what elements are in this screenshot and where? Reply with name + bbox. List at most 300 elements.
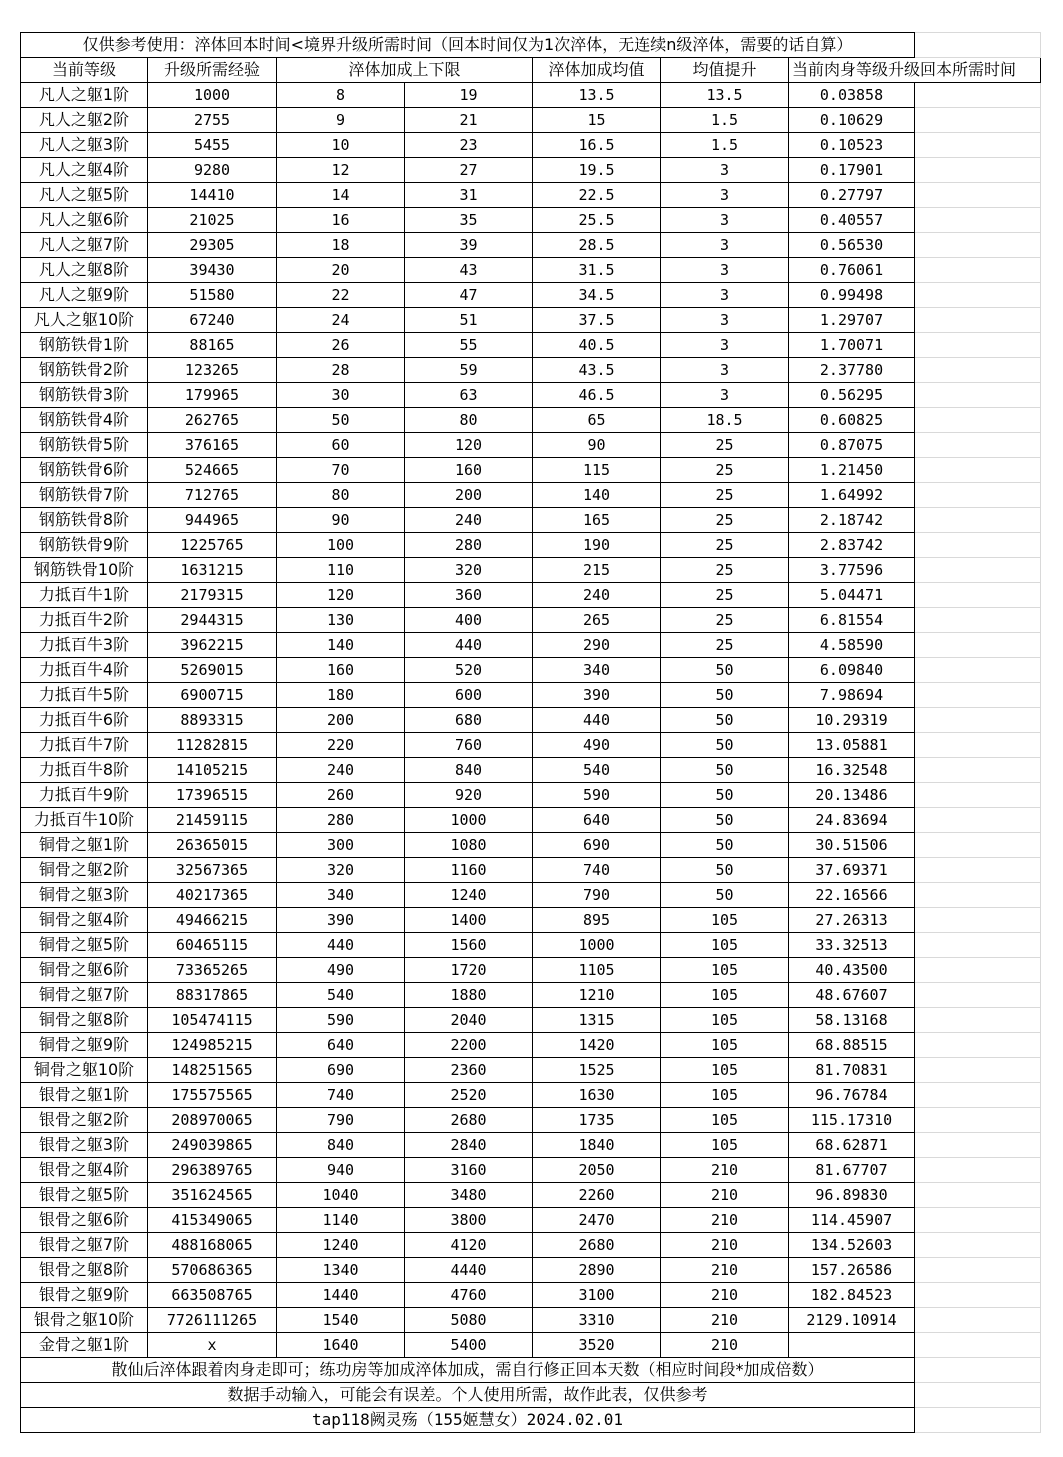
upper-bound-cell: 5080	[405, 1308, 533, 1333]
upper-bound-cell: 240	[405, 508, 533, 533]
empty-cell	[915, 658, 1041, 683]
payback-time-cell: 1.70071	[789, 333, 915, 358]
increase-cell: 50	[661, 883, 789, 908]
level-cell: 银骨之躯10阶	[21, 1308, 148, 1333]
payback-time-cell: 40.43500	[789, 958, 915, 983]
level-cell: 凡人之躯8阶	[21, 258, 148, 283]
empty-cell	[915, 933, 1041, 958]
table-row	[21, 1033, 1041, 1058]
upper-bound-cell: 2520	[405, 1083, 533, 1108]
average-cell: 490	[533, 733, 661, 758]
lower-bound-cell: 14	[277, 183, 405, 208]
exp-cell: 67240	[148, 308, 277, 333]
level-cell: 银骨之躯5阶	[21, 1183, 148, 1208]
increase-cell: 50	[661, 858, 789, 883]
upper-bound-cell: 4760	[405, 1283, 533, 1308]
exp-cell: 208970065	[148, 1108, 277, 1133]
level-cell: 力抵百牛10阶	[21, 808, 148, 833]
increase-cell: 210	[661, 1158, 789, 1183]
increase-cell: 1.5	[661, 108, 789, 133]
increase-cell: 50	[661, 683, 789, 708]
exp-cell: 88165	[148, 333, 277, 358]
table-row	[21, 1333, 1041, 1358]
payback-time-cell: 30.51506	[789, 833, 915, 858]
increase-cell: 13.5	[661, 83, 789, 108]
empty-cell	[915, 683, 1041, 708]
empty-cell	[915, 158, 1041, 183]
increase-cell: 25	[661, 633, 789, 658]
upper-bound-cell: 1240	[405, 883, 533, 908]
average-cell: 16.5	[533, 133, 661, 158]
exp-cell: 5269015	[148, 658, 277, 683]
upper-bound-cell: 3160	[405, 1158, 533, 1183]
upper-bound-cell: 19	[405, 83, 533, 108]
empty-cell	[915, 1233, 1041, 1258]
increase-cell: 25	[661, 558, 789, 583]
empty-cell	[915, 883, 1041, 908]
average-cell: 40.5	[533, 333, 661, 358]
exp-cell: 175575565	[148, 1083, 277, 1108]
increase-cell: 25	[661, 433, 789, 458]
level-cell: 铜骨之躯10阶	[21, 1058, 148, 1083]
exp-cell: 1631215	[148, 558, 277, 583]
sheet-title: 仅供参考使用：淬体回本时间<境界升级所需时间（回本时间仅为1次淬体，无连续n级淬体，需要的话自算）	[21, 33, 915, 58]
lower-bound-cell: 28	[277, 358, 405, 383]
empty-cell	[915, 858, 1041, 883]
average-cell: 190	[533, 533, 661, 558]
average-cell: 1315	[533, 1008, 661, 1033]
increase-cell: 105	[661, 1033, 789, 1058]
payback-time-cell: 96.89830	[789, 1183, 915, 1208]
exp-cell: 11282815	[148, 733, 277, 758]
table-row	[21, 1008, 1041, 1033]
empty-cell	[915, 108, 1041, 133]
level-cell: 铜骨之躯6阶	[21, 958, 148, 983]
increase-cell: 105	[661, 958, 789, 983]
exp-cell: 5455	[148, 133, 277, 158]
level-cell: 钢筋铁骨5阶	[21, 433, 148, 458]
payback-time-cell: 4.58590	[789, 633, 915, 658]
empty-cell	[915, 1333, 1041, 1358]
increase-cell: 105	[661, 1008, 789, 1033]
exp-cell: 29305	[148, 233, 277, 258]
lower-bound-cell: 50	[277, 408, 405, 433]
exp-cell: 123265	[148, 358, 277, 383]
table-row	[21, 1258, 1041, 1283]
average-cell: 31.5	[533, 258, 661, 283]
empty-cell	[915, 1033, 1041, 1058]
lower-bound-cell: 12	[277, 158, 405, 183]
increase-cell: 3	[661, 383, 789, 408]
lower-bound-cell: 100	[277, 533, 405, 558]
increase-cell: 105	[661, 1133, 789, 1158]
upper-bound-cell: 5400	[405, 1333, 533, 1358]
increase-cell: 18.5	[661, 408, 789, 433]
lower-bound-cell: 740	[277, 1083, 405, 1108]
average-cell: 115	[533, 458, 661, 483]
note-row	[21, 1358, 1041, 1383]
empty-cell	[915, 1133, 1041, 1158]
table-row	[21, 858, 1041, 883]
table-row	[21, 108, 1041, 133]
empty-cell	[915, 183, 1041, 208]
exp-cell: 14410	[148, 183, 277, 208]
table-row	[21, 308, 1041, 333]
increase-cell: 25	[661, 608, 789, 633]
lower-bound-cell: 140	[277, 633, 405, 658]
table-row	[21, 608, 1041, 633]
payback-time-cell: 0.17901	[789, 158, 915, 183]
upper-bound-cell: 680	[405, 708, 533, 733]
average-cell: 3100	[533, 1283, 661, 1308]
upper-bound-cell: 840	[405, 758, 533, 783]
exp-cell: 944965	[148, 508, 277, 533]
lower-bound-cell: 22	[277, 283, 405, 308]
upper-bound-cell: 43	[405, 258, 533, 283]
header-exp: 升级所需经验	[148, 58, 277, 83]
upper-bound-cell: 47	[405, 283, 533, 308]
empty-cell	[915, 408, 1041, 433]
payback-time-cell: 22.16566	[789, 883, 915, 908]
level-cell: 凡人之躯10阶	[21, 308, 148, 333]
table-row	[21, 408, 1041, 433]
average-cell: 2050	[533, 1158, 661, 1183]
payback-time-cell: 13.05881	[789, 733, 915, 758]
lower-bound-cell: 1340	[277, 1258, 405, 1283]
increase-cell: 210	[661, 1283, 789, 1308]
upper-bound-cell: 35	[405, 208, 533, 233]
increase-cell: 105	[661, 1083, 789, 1108]
lower-bound-cell: 280	[277, 808, 405, 833]
average-cell: 1000	[533, 933, 661, 958]
table-row	[21, 233, 1041, 258]
level-cell: 凡人之躯4阶	[21, 158, 148, 183]
lower-bound-cell: 320	[277, 858, 405, 883]
upper-bound-cell: 31	[405, 183, 533, 208]
table-row	[21, 1133, 1041, 1158]
empty-cell	[915, 1158, 1041, 1183]
upper-bound-cell: 1400	[405, 908, 533, 933]
average-cell: 65	[533, 408, 661, 433]
lower-bound-cell: 940	[277, 1158, 405, 1183]
average-cell: 25.5	[533, 208, 661, 233]
payback-time-cell	[789, 1333, 915, 1358]
average-cell: 28.5	[533, 233, 661, 258]
level-cell: 凡人之躯6阶	[21, 208, 148, 233]
increase-cell: 105	[661, 1108, 789, 1133]
upper-bound-cell: 600	[405, 683, 533, 708]
table-row	[21, 383, 1041, 408]
payback-time-cell: 5.04471	[789, 583, 915, 608]
exp-cell: 39430	[148, 258, 277, 283]
level-cell: 银骨之躯6阶	[21, 1208, 148, 1233]
increase-cell: 3	[661, 283, 789, 308]
lower-bound-cell: 24	[277, 308, 405, 333]
empty-cell	[915, 633, 1041, 658]
upper-bound-cell: 440	[405, 633, 533, 658]
level-cell: 凡人之躯1阶	[21, 83, 148, 108]
empty-cell	[915, 1308, 1041, 1333]
level-cell: 力抵百牛6阶	[21, 708, 148, 733]
upper-bound-cell: 2680	[405, 1108, 533, 1133]
lower-bound-cell: 540	[277, 983, 405, 1008]
average-cell: 140	[533, 483, 661, 508]
table-row	[21, 708, 1041, 733]
empty-cell	[915, 1358, 1041, 1383]
exp-cell: 105474115	[148, 1008, 277, 1033]
title-row	[21, 33, 1041, 58]
table-row	[21, 358, 1041, 383]
exp-cell: 488168065	[148, 1233, 277, 1258]
lower-bound-cell: 80	[277, 483, 405, 508]
table-row	[21, 558, 1041, 583]
empty-cell	[915, 1183, 1041, 1208]
upper-bound-cell: 2040	[405, 1008, 533, 1033]
table-row	[21, 983, 1041, 1008]
increase-cell: 50	[661, 708, 789, 733]
exp-cell: 51580	[148, 283, 277, 308]
table-row	[21, 433, 1041, 458]
upper-bound-cell: 920	[405, 783, 533, 808]
lower-bound-cell: 260	[277, 783, 405, 808]
exp-cell: 49466215	[148, 908, 277, 933]
level-cell: 凡人之躯3阶	[21, 133, 148, 158]
empty-cell	[915, 533, 1041, 558]
table-row	[21, 1083, 1041, 1108]
upper-bound-cell: 2360	[405, 1058, 533, 1083]
empty-cell	[915, 358, 1041, 383]
table-row	[21, 733, 1041, 758]
empty-cell	[915, 83, 1041, 108]
lower-bound-cell: 10	[277, 133, 405, 158]
level-cell: 银骨之躯8阶	[21, 1258, 148, 1283]
payback-time-cell: 10.29319	[789, 708, 915, 733]
increase-cell: 3	[661, 208, 789, 233]
empty-cell	[915, 733, 1041, 758]
upper-bound-cell: 360	[405, 583, 533, 608]
lower-bound-cell: 1140	[277, 1208, 405, 1233]
exp-cell: 6900715	[148, 683, 277, 708]
empty-cell	[915, 233, 1041, 258]
exp-cell: 17396515	[148, 783, 277, 808]
increase-cell: 1.5	[661, 133, 789, 158]
average-cell: 390	[533, 683, 661, 708]
payback-time-cell: 0.03858	[789, 83, 915, 108]
payback-time-cell: 2129.10914	[789, 1308, 915, 1333]
upper-bound-cell: 21	[405, 108, 533, 133]
exp-cell: 148251565	[148, 1058, 277, 1083]
empty-cell	[915, 983, 1041, 1008]
level-cell: 钢筋铁骨10阶	[21, 558, 148, 583]
lower-bound-cell: 26	[277, 333, 405, 358]
empty-cell	[915, 758, 1041, 783]
average-cell: 1840	[533, 1133, 661, 1158]
upper-bound-cell: 59	[405, 358, 533, 383]
empty-cell	[915, 1208, 1041, 1233]
payback-time-cell: 33.32513	[789, 933, 915, 958]
upper-bound-cell: 3800	[405, 1208, 533, 1233]
empty-cell	[915, 908, 1041, 933]
payback-time-cell: 2.37780	[789, 358, 915, 383]
exp-cell: 249039865	[148, 1133, 277, 1158]
average-cell: 265	[533, 608, 661, 633]
upper-bound-cell: 63	[405, 383, 533, 408]
table-row	[21, 808, 1041, 833]
table-row	[21, 958, 1041, 983]
table-row	[21, 283, 1041, 308]
payback-time-cell: 48.67607	[789, 983, 915, 1008]
increase-cell: 210	[661, 1233, 789, 1258]
level-cell: 钢筋铁骨2阶	[21, 358, 148, 383]
payback-time-cell: 68.88515	[789, 1033, 915, 1058]
empty-cell	[915, 1383, 1041, 1408]
average-cell: 1105	[533, 958, 661, 983]
average-cell: 37.5	[533, 308, 661, 333]
table-row	[21, 1058, 1041, 1083]
level-cell: 银骨之躯1阶	[21, 1083, 148, 1108]
table-row	[21, 258, 1041, 283]
average-cell: 640	[533, 808, 661, 833]
table-row	[21, 633, 1041, 658]
table-row	[21, 583, 1041, 608]
payback-time-cell: 1.21450	[789, 458, 915, 483]
table-row	[21, 208, 1041, 233]
upper-bound-cell: 1000	[405, 808, 533, 833]
level-cell: 铜骨之躯4阶	[21, 908, 148, 933]
increase-cell: 50	[661, 808, 789, 833]
upper-bound-cell: 1720	[405, 958, 533, 983]
table-row	[21, 908, 1041, 933]
lower-bound-cell: 30	[277, 383, 405, 408]
table-row	[21, 833, 1041, 858]
payback-time-cell: 68.62871	[789, 1133, 915, 1158]
table-row	[21, 783, 1041, 808]
empty-cell	[915, 33, 1041, 58]
increase-cell: 210	[661, 1308, 789, 1333]
upper-bound-cell: 4120	[405, 1233, 533, 1258]
payback-time-cell: 16.32548	[789, 758, 915, 783]
upper-bound-cell: 320	[405, 558, 533, 583]
increase-cell: 3	[661, 258, 789, 283]
increase-cell: 210	[661, 1333, 789, 1358]
exp-cell: 296389765	[148, 1158, 277, 1183]
level-cell: 银骨之躯9阶	[21, 1283, 148, 1308]
payback-time-cell: 0.99498	[789, 283, 915, 308]
increase-cell: 50	[661, 833, 789, 858]
level-cell: 铜骨之躯1阶	[21, 833, 148, 858]
level-cell: 钢筋铁骨1阶	[21, 333, 148, 358]
increase-cell: 25	[661, 508, 789, 533]
exp-cell: 1000	[148, 83, 277, 108]
level-cell: 力抵百牛2阶	[21, 608, 148, 633]
average-cell: 290	[533, 633, 661, 658]
empty-cell	[915, 1283, 1041, 1308]
empty-cell	[915, 483, 1041, 508]
payback-time-cell: 182.84523	[789, 1283, 915, 1308]
payback-time-cell: 81.67707	[789, 1158, 915, 1183]
empty-cell	[915, 258, 1041, 283]
increase-cell: 3	[661, 183, 789, 208]
exp-cell: 32567365	[148, 858, 277, 883]
exp-cell: 663508765	[148, 1283, 277, 1308]
empty-cell	[915, 783, 1041, 808]
lower-bound-cell: 130	[277, 608, 405, 633]
lower-bound-cell: 840	[277, 1133, 405, 1158]
level-cell: 凡人之躯2阶	[21, 108, 148, 133]
increase-cell: 3	[661, 333, 789, 358]
lower-bound-cell: 490	[277, 958, 405, 983]
average-cell: 790	[533, 883, 661, 908]
table-row	[21, 1183, 1041, 1208]
header-range: 淬体加成上下限	[277, 58, 533, 83]
increase-cell: 105	[661, 1058, 789, 1083]
upper-bound-cell: 3480	[405, 1183, 533, 1208]
upper-bound-cell: 200	[405, 483, 533, 508]
empty-cell	[915, 708, 1041, 733]
level-cell: 钢筋铁骨7阶	[21, 483, 148, 508]
lower-bound-cell: 9	[277, 108, 405, 133]
average-cell: 690	[533, 833, 661, 858]
empty-cell	[915, 308, 1041, 333]
average-cell: 240	[533, 583, 661, 608]
table-row	[21, 483, 1041, 508]
lower-bound-cell: 18	[277, 233, 405, 258]
exp-cell: x	[148, 1333, 277, 1358]
table-row	[21, 658, 1041, 683]
note-author: tap118阙灵殇（155姬慧女）2024.02.01	[21, 1408, 915, 1433]
empty-cell	[915, 283, 1041, 308]
exp-cell: 14105215	[148, 758, 277, 783]
increase-cell: 25	[661, 533, 789, 558]
lower-bound-cell: 790	[277, 1108, 405, 1133]
header-level: 当前等级	[21, 58, 148, 83]
exp-cell: 7726111265	[148, 1308, 277, 1333]
payback-time-cell: 81.70831	[789, 1058, 915, 1083]
level-cell: 铜骨之躯5阶	[21, 933, 148, 958]
payback-time-cell: 0.27797	[789, 183, 915, 208]
exp-cell: 524665	[148, 458, 277, 483]
exp-cell: 179965	[148, 383, 277, 408]
table-row	[21, 683, 1041, 708]
exp-cell: 60465115	[148, 933, 277, 958]
upper-bound-cell: 2840	[405, 1133, 533, 1158]
empty-cell	[915, 333, 1041, 358]
average-cell: 3520	[533, 1333, 661, 1358]
note-row	[21, 1408, 1041, 1433]
table-row	[21, 158, 1041, 183]
exp-cell: 21025	[148, 208, 277, 233]
average-cell: 440	[533, 708, 661, 733]
level-cell: 银骨之躯7阶	[21, 1233, 148, 1258]
payback-time-cell: 7.98694	[789, 683, 915, 708]
average-cell: 1735	[533, 1108, 661, 1133]
lower-bound-cell: 300	[277, 833, 405, 858]
level-cell: 力抵百牛8阶	[21, 758, 148, 783]
upper-bound-cell: 27	[405, 158, 533, 183]
average-cell: 590	[533, 783, 661, 808]
upper-bound-cell: 280	[405, 533, 533, 558]
increase-cell: 210	[661, 1183, 789, 1208]
upper-bound-cell: 400	[405, 608, 533, 633]
average-cell: 1420	[533, 1033, 661, 1058]
payback-time-cell: 1.29707	[789, 308, 915, 333]
empty-cell	[915, 383, 1041, 408]
payback-time-cell: 134.52603	[789, 1233, 915, 1258]
payback-time-cell: 115.17310	[789, 1108, 915, 1133]
exp-cell: 3962215	[148, 633, 277, 658]
table-row	[21, 758, 1041, 783]
lower-bound-cell: 120	[277, 583, 405, 608]
